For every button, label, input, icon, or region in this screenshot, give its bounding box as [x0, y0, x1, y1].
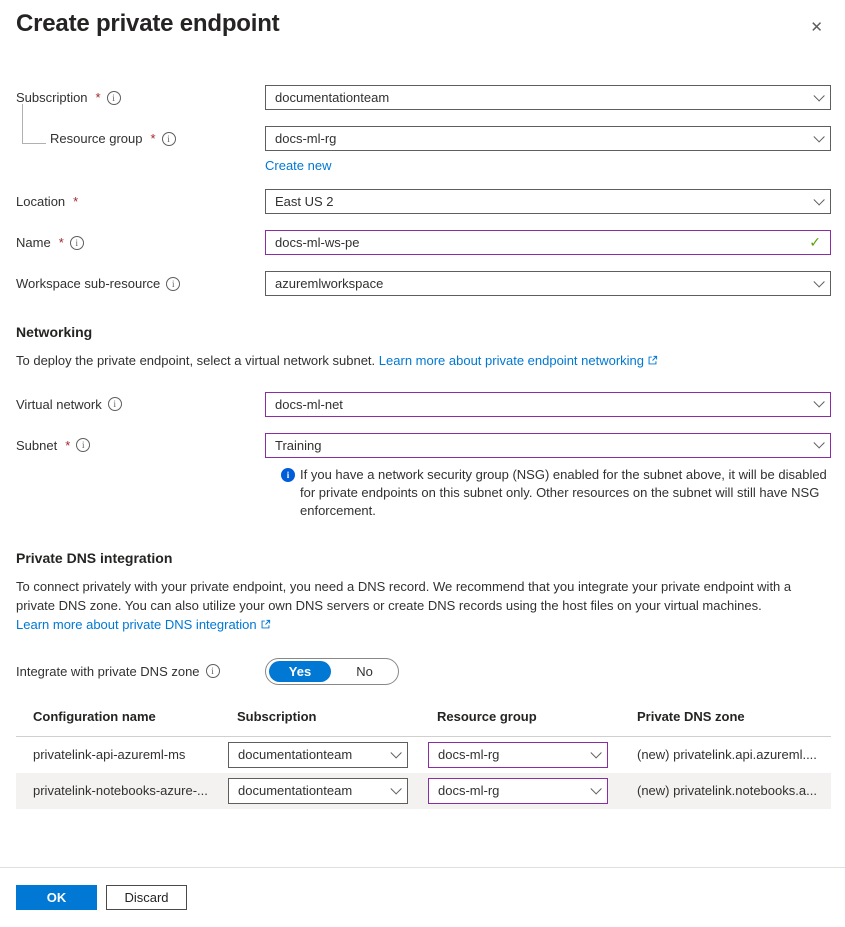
hierarchy-connector-line [22, 104, 46, 144]
dns-heading: Private DNS integration [16, 550, 173, 567]
required-marker: * [65, 437, 71, 453]
required-marker: * [95, 90, 101, 105]
row2-resource-group-value: docs-ml-rg [438, 783, 500, 799]
integrate-dns-row [16, 658, 831, 685]
nsg-info-text: If you have a network security group (NSG) enabled for the subnet above, it will be disabled for private endpoints on this subnet only. Other resources on the subnet will still have NSG enforcement. [300, 466, 827, 519]
discard-button[interactable]: Discard [106, 885, 187, 910]
close-icon[interactable]: ✕ [810, 19, 823, 36]
info-icon[interactable]: i [162, 132, 176, 146]
location-label [16, 189, 265, 209]
col-header-resource-group: Resource group [437, 708, 537, 724]
chevron-down-icon [813, 276, 824, 287]
info-icon[interactable]: i [70, 236, 84, 250]
resource-group-value: docs-ml-rg [275, 131, 337, 146]
info-icon[interactable]: i [76, 438, 90, 452]
info-icon[interactable]: i [206, 664, 220, 678]
private-dns-zone-cell: (new) privatelink.api.azureml.... [637, 747, 817, 763]
virtual-network-value: docs-ml-net [275, 396, 343, 412]
label-text: Workspace sub-resource [16, 276, 161, 291]
chevron-down-icon [813, 131, 824, 142]
location-dropdown[interactable] [265, 189, 831, 214]
dns-description-text: To connect privately with your private endpoint, you need a DNS record. We recommend that you integrate your private endpoint with a private DNS zone. You can also utilize your own DNS servers or create DNS records using the host files on your virtual machines. [16, 579, 792, 614]
nsg-info-note [281, 466, 831, 521]
virtual-network-label [16, 392, 265, 412]
valid-check-icon: ✓ [809, 234, 821, 250]
row1-resource-group-dropdown[interactable] [428, 742, 608, 768]
workspace-subresource-dropdown[interactable] [265, 271, 831, 296]
chevron-down-icon [813, 194, 824, 205]
name-input[interactable] [265, 230, 831, 255]
external-link-icon [260, 617, 271, 636]
integrate-dns-label [16, 664, 265, 679]
networking-heading: Networking [16, 324, 93, 340]
label-text: Subnet [16, 437, 58, 453]
dns-zone-table [16, 703, 831, 809]
subscription-label [16, 85, 265, 105]
label-text: Location [16, 194, 66, 209]
chevron-down-icon [813, 90, 824, 101]
toggle-no-option[interactable]: No [356, 663, 373, 679]
label-text: Resource group [50, 131, 143, 146]
info-icon[interactable]: i [108, 397, 122, 411]
resource-group-row [16, 126, 831, 173]
subnet-row [16, 433, 831, 458]
networking-description [16, 352, 831, 372]
name-row [16, 230, 831, 255]
dns-learn-more-link[interactable]: Learn more about private DNS integration [16, 617, 257, 633]
dns-description [16, 578, 831, 636]
chevron-down-icon [813, 397, 824, 408]
label-text: Integrate with private DNS zone [16, 663, 200, 679]
name-value: docs-ml-ws-pe [275, 235, 360, 250]
subnet-value: Training [275, 437, 322, 453]
integrate-dns-toggle[interactable] [265, 658, 399, 685]
table-row [16, 773, 831, 809]
row1-subscription-value: documentationteam [238, 747, 353, 763]
label-text: Subscription [16, 90, 88, 105]
virtual-network-row [16, 392, 831, 417]
chevron-down-icon [590, 747, 601, 758]
info-icon[interactable]: i [166, 277, 180, 291]
required-marker: * [58, 235, 64, 250]
chevron-down-icon [390, 783, 401, 794]
subscription-row [16, 85, 831, 110]
row1-subscription-dropdown[interactable] [228, 742, 408, 768]
configuration-name-cell: privatelink-api-azureml-ms [33, 747, 186, 763]
col-header-private-dns-zone: Private DNS zone [637, 708, 745, 724]
networking-description-text: To deploy the private endpoint, select a virtual network subnet. [16, 353, 376, 368]
row2-resource-group-dropdown[interactable] [428, 778, 608, 804]
workspace-subresource-value: azuremlworkspace [275, 276, 384, 291]
ok-button[interactable]: OK [16, 885, 97, 910]
endpoint-form [0, 85, 845, 296]
toggle-yes-option[interactable]: Yes [269, 661, 331, 682]
subnet-dropdown[interactable] [265, 433, 831, 458]
table-row [16, 737, 831, 773]
dialog-footer [0, 867, 845, 927]
networking-learn-more-link[interactable]: Learn more about private endpoint networking [378, 353, 645, 368]
row2-subscription-dropdown[interactable] [228, 778, 408, 804]
resource-group-label [16, 126, 265, 146]
external-link-icon [647, 353, 658, 372]
name-label [16, 230, 265, 250]
info-icon[interactable]: i [107, 91, 121, 105]
create-new-link[interactable]: Create new [265, 158, 332, 173]
subscription-value: documentationteam [275, 90, 390, 105]
row1-resource-group-value: docs-ml-rg [438, 747, 500, 763]
dialog-header [0, 0, 845, 41]
col-header-subscription: Subscription [237, 708, 317, 724]
page-title: Create private endpoint [16, 10, 280, 37]
chevron-down-icon [390, 747, 401, 758]
chevron-down-icon [813, 438, 824, 449]
workspace-subresource-row [16, 271, 831, 296]
resource-group-dropdown[interactable] [265, 126, 831, 151]
required-marker: * [150, 131, 156, 146]
label-text: Virtual network [16, 396, 102, 412]
private-dns-zone-cell: (new) privatelink.notebooks.a... [637, 783, 817, 799]
chevron-down-icon [590, 783, 601, 794]
info-filled-icon: i [281, 468, 295, 482]
configuration-name-cell: privatelink-notebooks-azure-... [33, 783, 208, 799]
subscription-dropdown[interactable] [265, 85, 831, 110]
label-text: Name [16, 235, 51, 250]
workspace-subresource-label [16, 271, 265, 291]
col-header-configuration-name: Configuration name [33, 708, 156, 724]
table-header-row [16, 703, 831, 737]
required-marker: * [73, 194, 79, 209]
location-value: East US 2 [275, 194, 334, 209]
virtual-network-dropdown[interactable] [265, 392, 831, 417]
row2-subscription-value: documentationteam [238, 783, 353, 799]
subnet-label [16, 433, 265, 453]
location-row [16, 189, 831, 214]
